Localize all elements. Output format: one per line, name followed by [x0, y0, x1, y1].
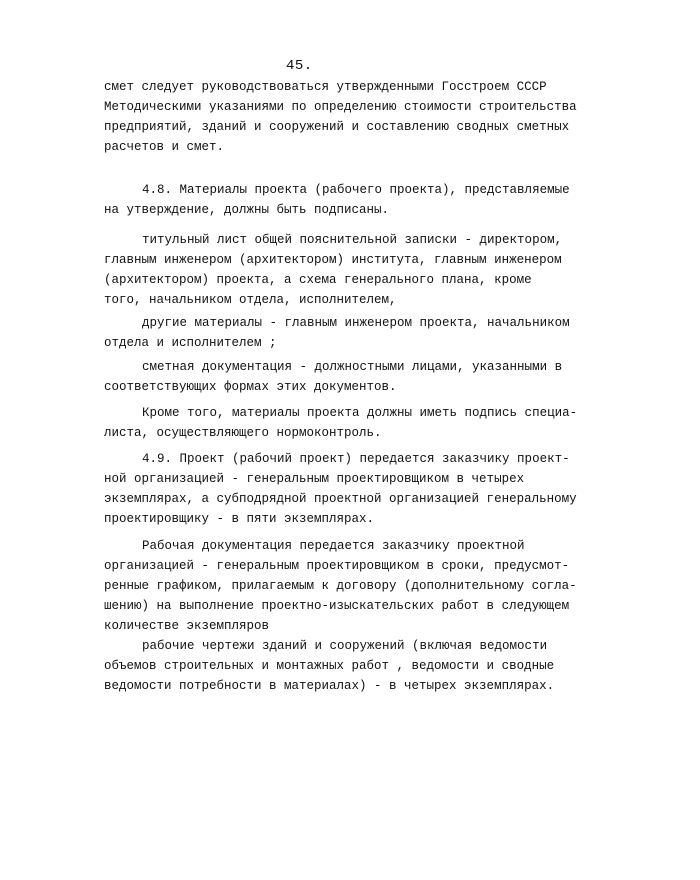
text-line-estimate-docs-1: соответствующих формах этих документов.: [104, 380, 397, 394]
text-line-norm-control-1: листа, осуществляющего нормоконтроль.: [104, 426, 382, 440]
text-line-intro-1: Методическими указаниями по определению стоимости строительства: [104, 100, 577, 114]
text-line-other-materials-0: другие материалы - главным инженером проекта, начальником: [142, 316, 570, 330]
text-line-estimate-docs-0: сметная документация - должностными лицами, указанными в: [142, 360, 563, 374]
text-line-intro-3: расчетов и смет.: [104, 140, 225, 154]
text-line-other-materials-1: отдела и исполнителем ;: [104, 336, 277, 350]
text-line-working-docs-2: ренные графиком, прилагаемым к договору (дополнительному согла-: [104, 579, 577, 593]
text-line-p4-9-3: проектировщику - в пяти экземплярах.: [104, 512, 375, 526]
text-line-working-docs-1: организацией - генеральным проектировщиком в сроки, предусмот-: [104, 559, 570, 573]
text-line-p4-9-0: 4.9. Проект (рабочий проект) передается заказчику проект-: [142, 452, 570, 466]
text-line-p4-8-1: на утверждение, должны быть подписаны.: [104, 203, 390, 217]
text-line-title-page-2: (архитектором) проекта, а схема генерального плана, кроме: [104, 273, 532, 287]
text-line-norm-control-0: Кроме того, материалы проекта должны иметь подпись специа-: [142, 406, 578, 420]
text-line-p4-8-0: 4.8. Материалы проекта (рабочего проекта), представляемые: [142, 183, 570, 197]
text-line-working-drawings-2: ведомости потребности в материалах) - в четырех экземплярах.: [104, 679, 555, 693]
text-line-working-drawings-1: объемов строительных и монтажных работ , ведомости и сводные: [104, 659, 555, 673]
text-line-p4-9-2: экземплярах, а субподрядной проектной организацией генеральному: [104, 492, 577, 506]
text-line-working-drawings-0: рабочие чертежи зданий и сооружений (включая ведомости: [142, 639, 548, 653]
page-number: 45.: [286, 58, 313, 74]
text-line-title-page-3: того, начальником отдела, исполнителем,: [104, 293, 397, 307]
text-line-working-docs-4: количестве экземпляров: [104, 619, 270, 633]
text-line-intro-2: предприятий, зданий и сооружений и составлению сводных сметных: [104, 120, 570, 134]
text-line-working-docs-0: Рабочая документация передается заказчику проектной: [142, 539, 525, 553]
text-line-intro-0: смет следует руководствоваться утвержденными Госстроем СССР: [104, 80, 547, 94]
text-line-title-page-1: главным инженером (архитектором) института, главным инженером: [104, 253, 562, 267]
text-line-working-docs-3: шению) на выполнение проектно-изыскательских работ в следующем: [104, 599, 570, 613]
text-line-title-page-0: титульный лист общей пояснительной записки - директором,: [142, 233, 563, 247]
text-line-p4-9-1: ной организацией - генеральным проектировщиком в четырех: [104, 472, 525, 486]
